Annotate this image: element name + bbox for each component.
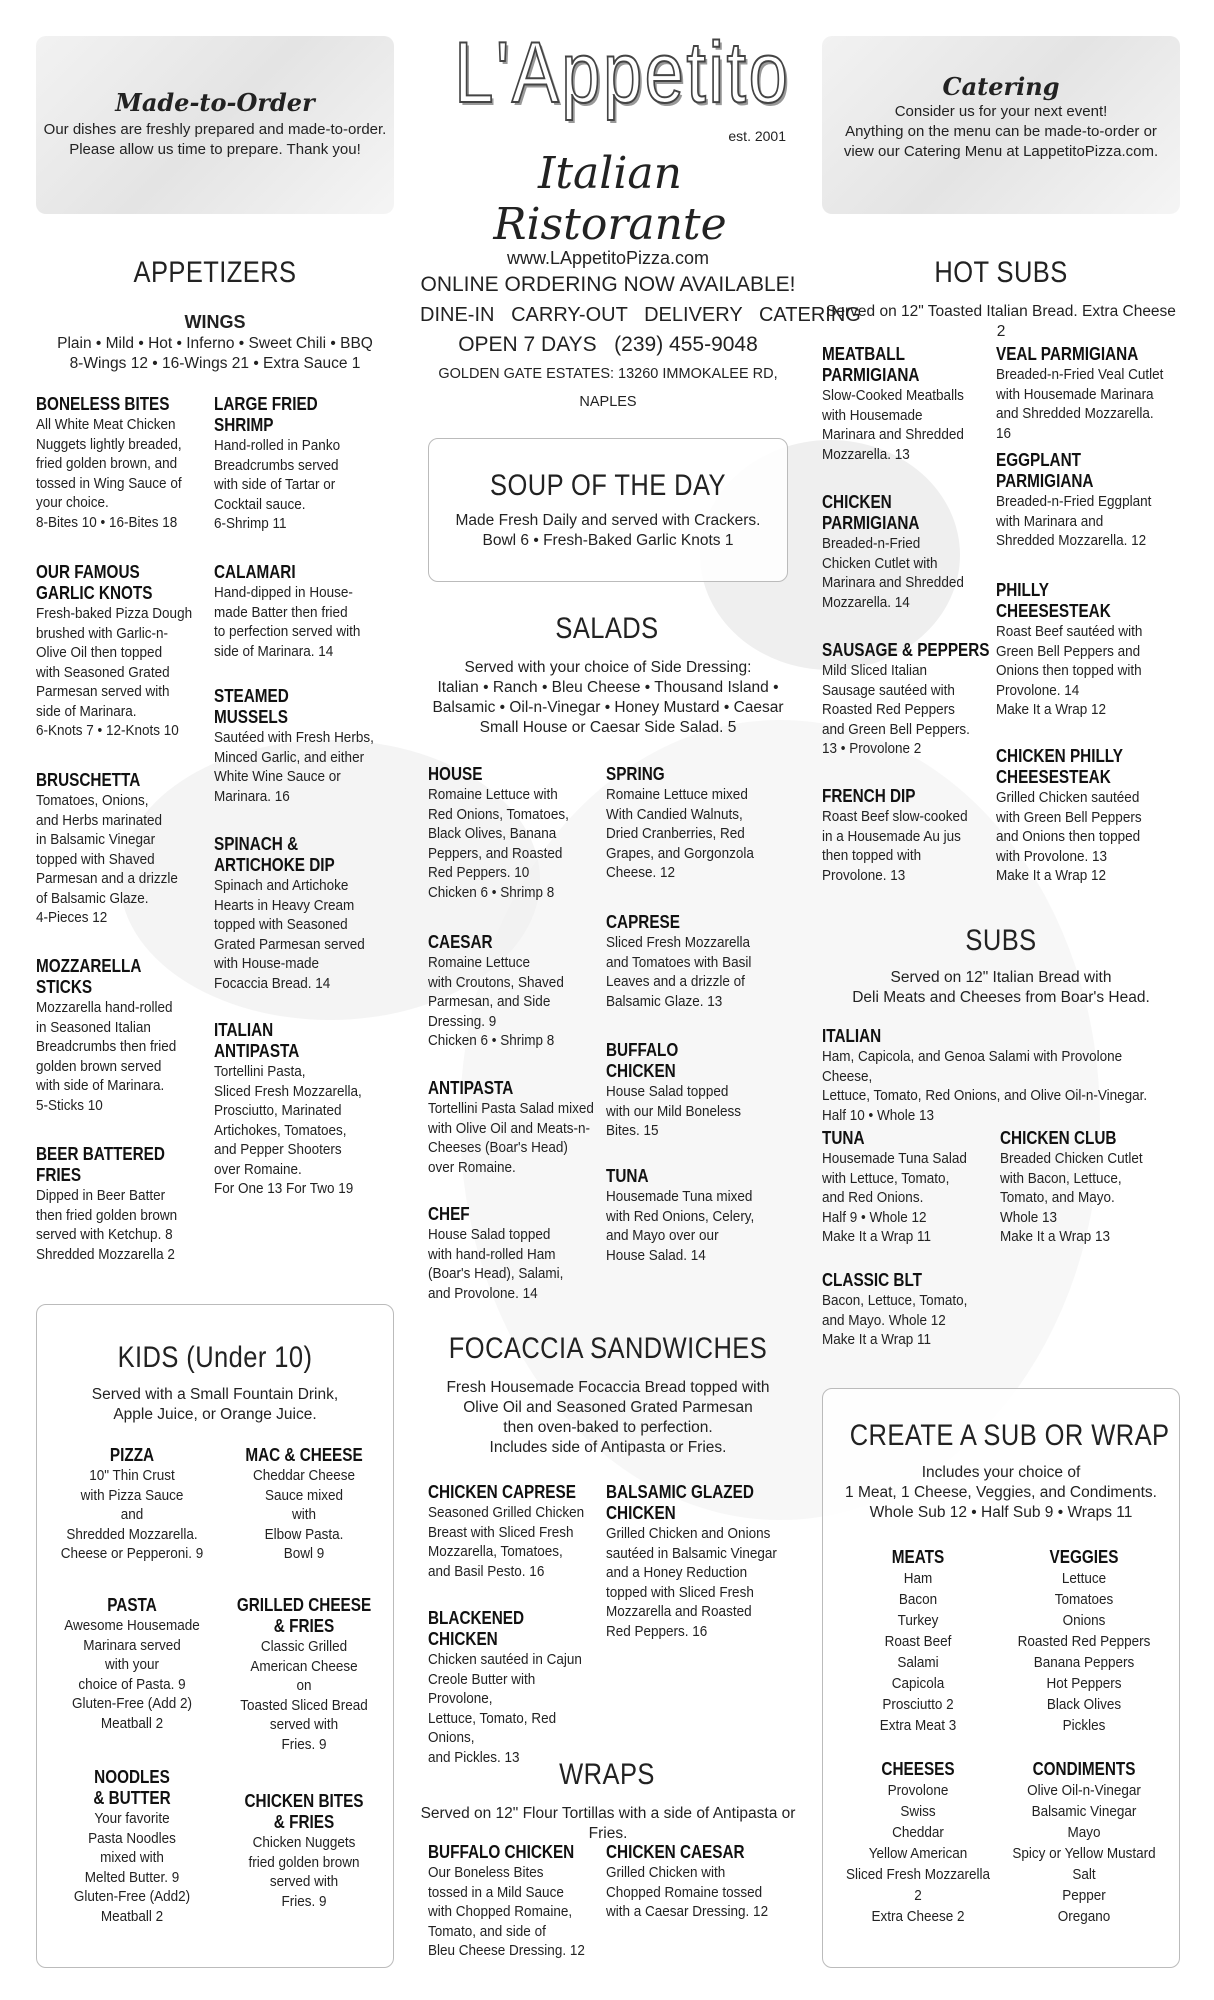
- menu-item-veal-parm: [996, 344, 1186, 443]
- item-desc: Tortellini Pasta Salad mixed with Olive Oil and Meats-n- Cheeses (Boar's Head) over Romaine.: [428, 1100, 594, 1176]
- item-name: HOUSE: [428, 764, 483, 784]
- logo-est: est. 2001: [728, 128, 786, 144]
- item-desc: Roast Beef slow-cooked in a Housemade Au jus then topped with Provolone. 13: [822, 808, 968, 884]
- meats-items: Ham Bacon Turkey Roast Beef Salami Capicola Prosciutto 2 Extra Meat 3: [879, 1570, 957, 1734]
- menu-item-beer-battered-fries: [36, 1144, 216, 1264]
- menu-item-buffalo-salad: [606, 1040, 786, 1141]
- item-desc: Roast Beef sautéed with Green Bell Peppers and Onions then topped with Provolone. 14 Make It a Wrap 12: [996, 623, 1143, 718]
- item-desc: Breaded-n-Fried Eggplant with Marinara and Shredded Mozzarella. 12: [996, 493, 1152, 549]
- item-name: VEAL PARMIGIANA: [996, 344, 1139, 364]
- cheeses-title: CHEESES: [881, 1759, 955, 1779]
- item-desc: Seasoned Grilled Chicken Breast with Sliced Fresh Mozzarella, Tomatoes, and Basil Pesto. 16: [428, 1504, 585, 1580]
- item-desc: Housemade Tuna mixed with Red Onions, Celery, and Mayo over our House Salad. 14: [606, 1188, 755, 1264]
- menu-item-buffalo-wrap: [428, 1842, 608, 1961]
- item-desc: Slow-Cooked Meatballs with Housemade Marinara and Shredded Mozzarella. 13: [822, 387, 964, 463]
- hot-subs-heading: HOT SUBS: [934, 256, 1068, 289]
- appetizers-heading: APPETIZERS: [133, 256, 297, 289]
- condiments-title: CONDIMENTS: [1032, 1759, 1136, 1779]
- item-name: GRILLED CHEESE & FRIES: [236, 1595, 372, 1636]
- item-name: MAC & CHEESE: [245, 1445, 363, 1465]
- kids-box: [36, 1304, 394, 1968]
- meats-list: [833, 1547, 1003, 1736]
- menu-item-chicken-club: [1000, 1128, 1186, 1247]
- item-name: CHICKEN BITES & FRIES: [244, 1791, 364, 1832]
- item-desc: Breaded-n-Fried Veal Cutlet with Housemade Marinara and Shredded Mozzarella. 16: [996, 366, 1164, 442]
- item-name: OUR FAMOUS GARLIC KNOTS: [36, 562, 153, 603]
- focaccia-text: Fresh Housemade Focaccia Bread topped with Olive Oil and Seasoned Grated Parmesan then oven-baked to perfection. Includes side of Antipasta or Fries.: [446, 1379, 770, 1456]
- menu-item-house-salad: [428, 764, 608, 902]
- menu-item-classic-blt: [822, 1270, 1002, 1350]
- menu-item-tuna-salad: [606, 1166, 786, 1265]
- website-link[interactable]: www.LAppetitoPizza.com: [506, 248, 710, 268]
- item-desc: Our Boneless Bites tossed in a Mild Sauce with Chopped Romaine, Tomato, and side of Bleu Cheese Dressing. 12: [428, 1864, 585, 1959]
- menu-item-philly-cheesesteak: [996, 580, 1186, 720]
- item-name: MEATBALL PARMIGIANA: [822, 344, 920, 385]
- item-desc: Sliced Fresh Mozzarella and Tomatoes with Basil Leaves and a drizzle of Balsamic Glaze. 13: [606, 934, 752, 1010]
- salads-heading: SALADS: [555, 612, 659, 645]
- item-name: CLASSIC BLT: [822, 1270, 923, 1290]
- made-to-order-title: Made-to-Order: [115, 88, 315, 117]
- menu-item-calamari: [214, 562, 394, 661]
- menu-item-garlic-knots: [36, 562, 216, 741]
- item-name: ITALIAN ANTIPASTA: [214, 1020, 300, 1061]
- cheeses-list: [833, 1759, 1003, 1927]
- subs-heading: SUBS: [965, 924, 1037, 957]
- item-desc: Fresh-baked Pizza Dough brushed with Garlic-n- Olive Oil then topped with Seasoned Grated Parmesan served with side of Marinara. 6-Knots 7 • 12-Knots 10: [36, 605, 193, 739]
- item-desc: Cheddar Cheese Sauce mixed with Elbow Pasta. Bowl 9: [252, 1467, 356, 1562]
- cheeses-items: Provolone Swiss Cheddar Yellow American Sliced Fresh Mozzarella 2 Extra Cheese 2: [845, 1782, 991, 1925]
- item-desc: Grilled Chicken with Chopped Romaine tossed with a Caesar Dressing. 12: [606, 1864, 769, 1920]
- item-desc: Romaine Lettuce with Croutons, Shaved Parmesan, and Side Dressing. 9 Chicken 6 • Shrimp 8: [428, 954, 564, 1049]
- made-to-order-text: Our dishes are freshly prepared and made-to-order. Please allow us time to prepare. Thank you!: [43, 121, 387, 158]
- wings-text: Plain • Mild • Hot • Inferno • Sweet Chili • BBQ 8-Wings 12 • 16-Wings 21 • Extra Sauce 1: [57, 335, 373, 372]
- item-desc: Mild Sliced Italian Sausage sautéed with Roasted Red Peppers and Green Bell Peppers. 13 • Provolone 2: [822, 662, 970, 757]
- menu-item-antipasta-salad: [428, 1078, 628, 1177]
- item-desc: Romaine Lettuce with Red Onions, Tomatoes, Black Olives, Banana Peppers, and Roasted Red Peppers. 10 Chicken 6 • Shrimp 8: [428, 786, 569, 901]
- veggies-list: [999, 1547, 1169, 1736]
- soup-box: [428, 438, 788, 582]
- menu-item-fried-shrimp: [214, 394, 394, 534]
- item-desc: Chicken Nuggets fried golden brown served with Fries. 9: [248, 1834, 360, 1910]
- catering-box: [822, 36, 1180, 214]
- item-desc: 10" Thin Crust with Pizza Sauce and Shredded Mozzarella. Cheese or Pepperoni. 9: [60, 1467, 204, 1562]
- menu-item-sausage-peppers: [822, 640, 1022, 759]
- item-name: ANTIPASTA: [428, 1078, 514, 1098]
- item-desc: Breaded-n-Fried Chicken Cutlet with Marinara and Shredded Mozzarella. 14: [822, 535, 964, 611]
- catering-text: Consider us for your next event! Anything on the menu can be made-to-order or view our Catering Menu at LappetitoPizza.com.: [843, 103, 1159, 160]
- menu-item-meatball-parm: [822, 344, 1002, 464]
- item-name: CAPRESE: [606, 912, 680, 932]
- logo: [420, 24, 800, 250]
- create-sub-box: [822, 1388, 1180, 1968]
- item-desc: Dipped in Beer Batter then fried golden brown served with Ketchup. 8 Shredded Mozzarella 2: [36, 1187, 178, 1263]
- item-desc: Awesome Housemade Marinara served with your choice of Pasta. 9 Gluten-Free (Add 2) Meatball 2: [64, 1617, 200, 1732]
- salads-text: Served with your choice of Side Dressing: Italian • Ranch • Bleu Cheese • Thousand Island • Balsamic • Oil-n-Vinegar • Honey Mustard • Caesar Small House or Caesar Side Salad. 5: [432, 659, 784, 736]
- menu-item-bruschetta: [36, 770, 216, 928]
- veggies-items: Lettuce Tomatoes Onions Roasted Red Peppers Banana Peppers Hot Peppers Black Olives Pickles: [1017, 1570, 1151, 1734]
- item-name: NOODLES & BUTTER: [93, 1767, 171, 1808]
- item-name: PIZZA: [109, 1445, 155, 1465]
- item-desc: Sautéed with Fresh Herbs, Minced Garlic, and either White Wine Sauce or Marinara. 16: [214, 729, 374, 805]
- item-name: BUFFALO CHICKEN: [606, 1040, 679, 1081]
- hours-phone: OPEN 7 DAYS (239) 455-9048: [458, 333, 758, 356]
- item-name: MOZZARELLA STICKS: [36, 956, 142, 997]
- item-desc: Mozzarella hand-rolled in Seasoned Italian Breadcrumbs then fried golden brown served with side of Marinara. 5-Sticks 10: [36, 999, 177, 1114]
- veggies-title: VEGGIES: [1049, 1547, 1119, 1567]
- item-name: CHICKEN CAESAR: [606, 1842, 745, 1862]
- item-desc: Ham, Capicola, and Genoa Salami with Provolone Cheese, Lettuce, Tomato, Red Onions, and Olive Oil-n-Vinegar. Half 10 • Whole 13: [822, 1048, 1148, 1124]
- item-name: BLACKENED CHICKEN: [428, 1608, 525, 1649]
- wings-title: WINGS: [184, 312, 246, 332]
- made-to-order-box: [36, 36, 394, 214]
- menu-item-boneless-bites: [36, 394, 216, 532]
- item-desc: Tomatoes, Onions, and Herbs marinated in Balsamic Vinegar topped with Shaved Parmesan and a drizzle of Balsamic Glaze. 4-Pieces 12: [36, 792, 178, 926]
- kids-text: Served with a Small Fountain Drink, Apple Juice, or Orange Juice.: [91, 1386, 339, 1423]
- focaccia-heading: FOCACCIA SANDWICHES: [448, 1332, 768, 1365]
- item-name: TUNA: [822, 1128, 865, 1148]
- contact-info: [420, 246, 861, 416]
- menu-item-kids-grilled-cheese: [219, 1595, 389, 1754]
- item-name: CHEF: [428, 1204, 470, 1224]
- item-name: CHICKEN CLUB: [1000, 1128, 1117, 1148]
- meats-title: MEATS: [891, 1547, 945, 1567]
- menu-item-antipasta: [214, 1020, 394, 1199]
- item-name: PHILLY CHEESESTEAK: [996, 580, 1111, 621]
- soup-text: Made Fresh Daily and served with Crackers. Bowl 6 • Fresh-Baked Garlic Knots 1: [455, 512, 761, 549]
- item-desc: Grilled Chicken sautéed with Green Bell Peppers and Onions then topped with Provolone. 13 Make It a Wrap 12: [996, 789, 1142, 884]
- item-desc: House Salad topped with our Mild Boneless Bites. 15: [606, 1083, 742, 1139]
- item-desc: Hand-dipped in House- made Batter then fried to perfection served with side of Marinara. 14: [214, 584, 361, 660]
- item-desc: All White Meat Chicken Nuggets lightly breaded, fried golden brown, and tossed in Wing Sauce of your choice. 8-Bites 10 • 16-Bites 18: [36, 416, 182, 531]
- menu-item-kids-pasta: [47, 1595, 217, 1733]
- menu-item-caesar-salad: [428, 932, 608, 1051]
- item-name: CALAMARI: [214, 562, 296, 582]
- item-desc: Breaded Chicken Cutlet with Bacon, Lettuce, Tomato, and Mayo. Whole 13 Make It a Wrap 13: [1000, 1150, 1143, 1245]
- item-desc: Romaine Lettuce mixed With Candied Walnuts, Dried Cranberries, Red Grapes, and Gorgonzola Cheese. 12: [606, 786, 754, 881]
- menu-item-chicken-parm: [822, 492, 1002, 612]
- subs-text: Served on 12" Italian Bread with Deli Meats and Cheeses from Boar's Head.: [852, 969, 1150, 1006]
- online-ordering: ONLINE ORDERING NOW AVAILABLE!: [420, 273, 796, 296]
- menu-item-balsamic-chicken: [606, 1482, 796, 1641]
- item-desc: Housemade Tuna Salad with Lettuce, Tomato, and Red Onions. Half 9 • Whole 12 Make It a Wrap 11: [822, 1150, 967, 1245]
- item-name: SPINACH & ARTICHOKE DIP: [214, 834, 335, 875]
- menu-item-kids-noodles: [47, 1767, 217, 1926]
- item-name: BUFFALO CHICKEN: [428, 1842, 575, 1862]
- item-name: CHICKEN CAPRESE: [428, 1482, 576, 1502]
- menu-item-caesar-wrap: [606, 1842, 796, 1922]
- item-desc: Tortellini Pasta, Sliced Fresh Mozzarella, Prosciutto, Marinated Artichokes, Tomatoes, and Pepper Shooters over Romaine. For One 13 For Two 19: [214, 1063, 362, 1197]
- menu-item-eggplant-parm: [996, 450, 1186, 551]
- logo-subtitle: Italian Ristorante: [493, 148, 727, 250]
- menu-item-mozzarella-sticks: [36, 956, 216, 1115]
- kids-heading: KIDS (Under 10): [117, 1341, 313, 1374]
- item-name: SPRING: [606, 764, 665, 784]
- item-desc: Grilled Chicken and Onions sautéed in Balsamic Vinegar and a Honey Reduction topped with Sliced Fresh Mozzarella and Roasted Red Peppers. 16: [606, 1525, 777, 1640]
- menu-item-caprese-salad: [606, 912, 786, 1011]
- menu-item-french-dip: [822, 786, 1002, 885]
- create-sub-heading: CREATE A SUB OR WRAP: [849, 1419, 1170, 1452]
- menu-item-mussels: [214, 686, 394, 806]
- item-name: ITALIAN: [822, 1026, 882, 1046]
- item-name: CHICKEN PARMIGIANA: [822, 492, 920, 533]
- menu-item-chicken-caprese: [428, 1482, 608, 1581]
- item-desc: Hand-rolled in Panko Breadcrumbs served with side of Tartar or Cocktail sauce. 6-Shrimp 11: [214, 437, 341, 532]
- menu-item-kids-pizza: [47, 1445, 217, 1564]
- menu-item-kids-mac-cheese: [219, 1445, 389, 1564]
- create-sub-text: Includes your choice of 1 Meat, 1 Cheese, Veggies, and Condiments. Whole Sub 12 • Half Sub 9 • Wraps 11: [845, 1464, 1157, 1521]
- menu-item-chef-salad: [428, 1204, 608, 1303]
- menu-item-tuna-sub: [822, 1128, 1002, 1247]
- item-name: PASTA: [107, 1595, 157, 1615]
- wraps-heading: WRAPS: [559, 1758, 655, 1791]
- item-name: BONELESS BITES: [36, 394, 170, 414]
- condiments-list: [999, 1759, 1169, 1927]
- item-name: BALSAMIC GLAZED CHICKEN: [606, 1482, 754, 1523]
- item-desc: Your favorite Pasta Noodles mixed with Melted Butter. 9 Gluten-Free (Add2) Meatball 2: [73, 1810, 191, 1925]
- soup-heading: SOUP OF THE DAY: [490, 469, 726, 502]
- item-desc: Spinach and Artichoke Hearts in Heavy Cream topped with Seasoned Grated Parmesan served with House-made Focaccia Bread. 14: [214, 877, 365, 992]
- wraps-text: Served on 12" Flour Tortillas with a side of Antipasta or Fries.: [420, 1805, 796, 1842]
- item-name: BEER BATTERED FRIES: [36, 1144, 165, 1185]
- logo-name: L'Appetito: [454, 25, 791, 121]
- item-desc: House Salad topped with hand-rolled Ham (Boar's Head), Salami, and Provolone. 14: [428, 1226, 564, 1302]
- services: DINE-IN CARRY-OUT DELIVERY CATERING: [420, 304, 861, 326]
- catering-title: Catering: [942, 72, 1060, 101]
- item-name: EGGPLANT PARMIGIANA: [996, 450, 1094, 491]
- menu-item-blackened-chicken: [428, 1608, 608, 1767]
- menu-item-kids-chicken-bites: [219, 1791, 389, 1911]
- item-name: CAESAR: [428, 932, 493, 952]
- item-name: FRENCH DIP: [822, 786, 916, 806]
- menu-item-chicken-philly: [996, 746, 1186, 886]
- item-name: TUNA: [606, 1166, 649, 1186]
- item-name: STEAMED MUSSELS: [214, 686, 289, 727]
- item-name: SAUSAGE & PEPPERS: [822, 640, 990, 660]
- item-name: BRUSCHETTA: [36, 770, 141, 790]
- condiments-items: Olive Oil-n-Vinegar Balsamic Vinegar Mayo Spicy or Yellow Mustard Salt Pepper Oregano: [1012, 1782, 1156, 1925]
- menu-item-italian-sub: [822, 1026, 1192, 1125]
- menu-item-spring-salad: [606, 764, 786, 883]
- hot-subs-text: Served on 12" Toasted Italian Bread. Extra Cheese 2: [826, 303, 1176, 340]
- item-desc: Bacon, Lettuce, Tomato, and Mayo. Whole 12 Make It a Wrap 11: [822, 1292, 968, 1348]
- address: GOLDEN GATE ESTATES: 13260 IMMOKALEE RD, NAPLES: [438, 366, 778, 410]
- menu-item-spinach-dip: [214, 834, 394, 993]
- item-desc: Chicken sautéed in Cajun Creole Butter with Provolone, Lettuce, Tomato, Red Onions, and Pickles. 13: [428, 1651, 582, 1766]
- item-name: LARGE FRIED SHRIMP: [214, 394, 318, 435]
- item-desc: Classic Grilled American Cheese on Toasted Sliced Bread served with Fries. 9: [240, 1638, 368, 1753]
- item-name: CHICKEN PHILLY CHEESESTEAK: [996, 746, 1123, 787]
